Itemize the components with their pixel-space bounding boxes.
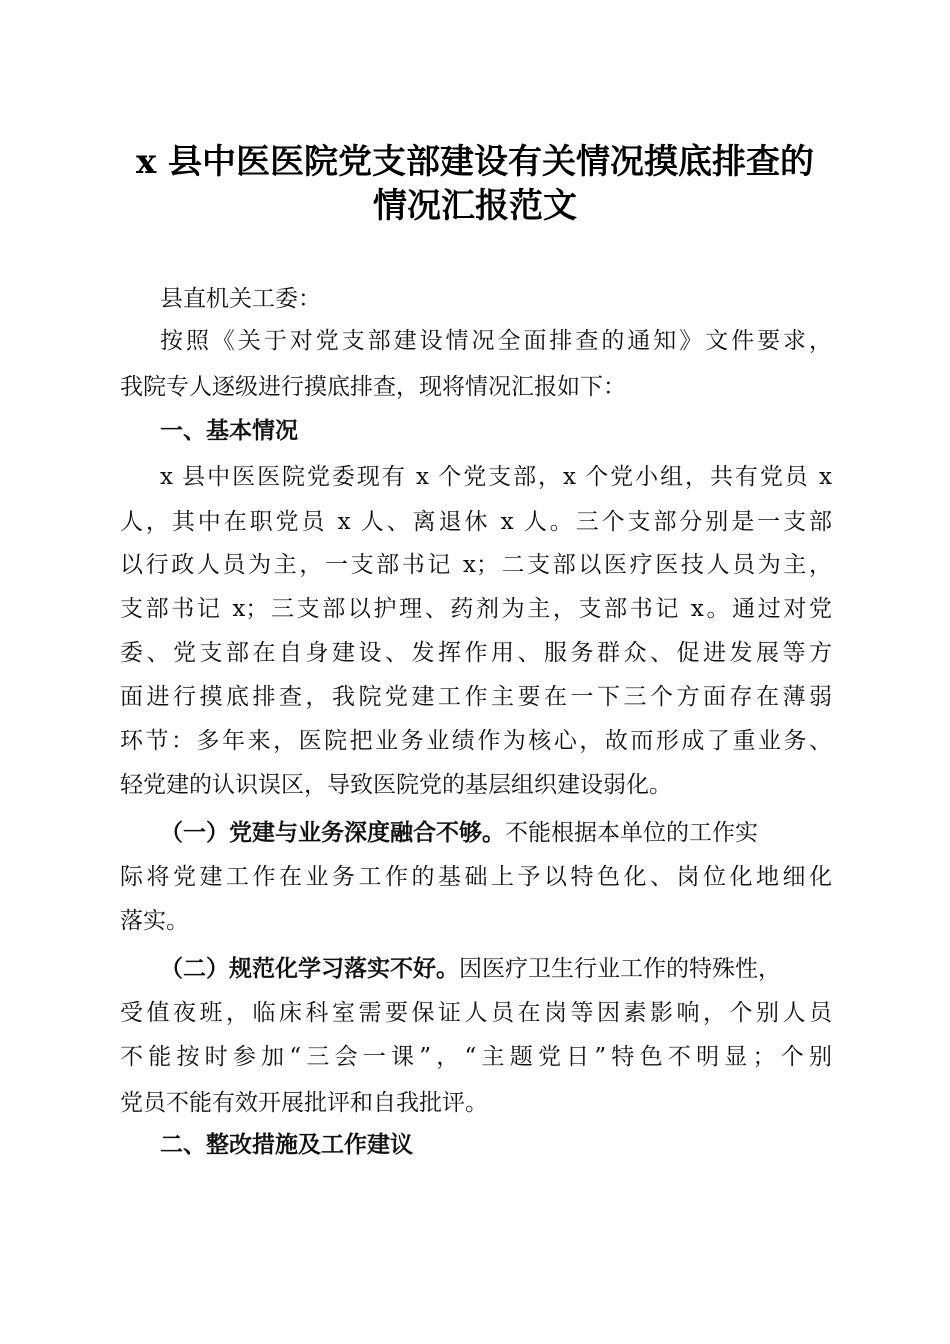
document-title-line-1: x 县中医医院党支部建设有关情况摸底排查的 xyxy=(135,142,815,182)
item-1-line-2: 际将党建工作在业务工作的基础上予以特色化、岗位化地细化 xyxy=(120,864,832,890)
section-1-heading: 一、基本情况 xyxy=(160,418,298,444)
section-1-line: 支部书记 x；三支部以护理、药剂为主，支部书记 x。通过对党 xyxy=(120,596,832,622)
item-2-line-2: 受值夜班，临床科室需要保证人员在岗等因素影响，个别人员 xyxy=(120,1000,832,1026)
item-2-line-4: 党员不能有效开展批评和自我批评。 xyxy=(120,1090,488,1116)
item-2-text: 因医疗卫生行业工作的特殊性， xyxy=(459,956,781,982)
section-2-heading: 二、整改措施及工作建议 xyxy=(160,1132,413,1158)
item-1-line-1 xyxy=(160,818,832,848)
section-1-line: x 县中医医院党委现有 x 个党支部，x 个党小组，共有党员 x xyxy=(160,464,832,490)
item-2-line-1 xyxy=(160,954,832,984)
section-1-line: 人，其中在职党员 x 人、离退休 x 人。三个支部分别是一支部 xyxy=(120,509,832,535)
section-1-line: 面进行摸底排查，我院党建工作主要在一下三个方面存在薄弱 xyxy=(120,684,832,710)
intro-line-1: 按照《关于对党支部建设情况全面排查的通知》文件要求， xyxy=(160,328,832,354)
section-1-line: 环节：多年来，医院把业务业绩作为核心，故而形成了重业务、 xyxy=(120,728,832,754)
intro-line-2: 我院专人逐级进行摸底排查，现将情况汇报如下： xyxy=(120,374,626,400)
item-1-line-3: 落实。 xyxy=(120,908,189,934)
salutation: 县直机关工委： xyxy=(160,286,321,312)
section-1-line: 委、党支部在自身建设、发挥作用、服务群众、促进发展等方 xyxy=(120,640,832,666)
item-1-text: 不能根据本单位的工作实 xyxy=(505,820,758,846)
item-2-line-3: 不能按时参加“三会一课”，“主题党日”特色不明显；个别 xyxy=(120,1044,832,1070)
document-title-line-2: 情况汇报范文 xyxy=(373,186,577,226)
item-2-heading: （二）规范化学习落实不好。 xyxy=(160,956,459,982)
section-1-line: 以行政人员为主，一支部书记 x；二支部以医疗医技人员为主， xyxy=(120,552,832,578)
section-1-line: 轻党建的认识误区，导致医院党的基层组织建设弱化。 xyxy=(120,772,672,798)
item-1-heading: （一）党建与业务深度融合不够。 xyxy=(160,820,505,846)
